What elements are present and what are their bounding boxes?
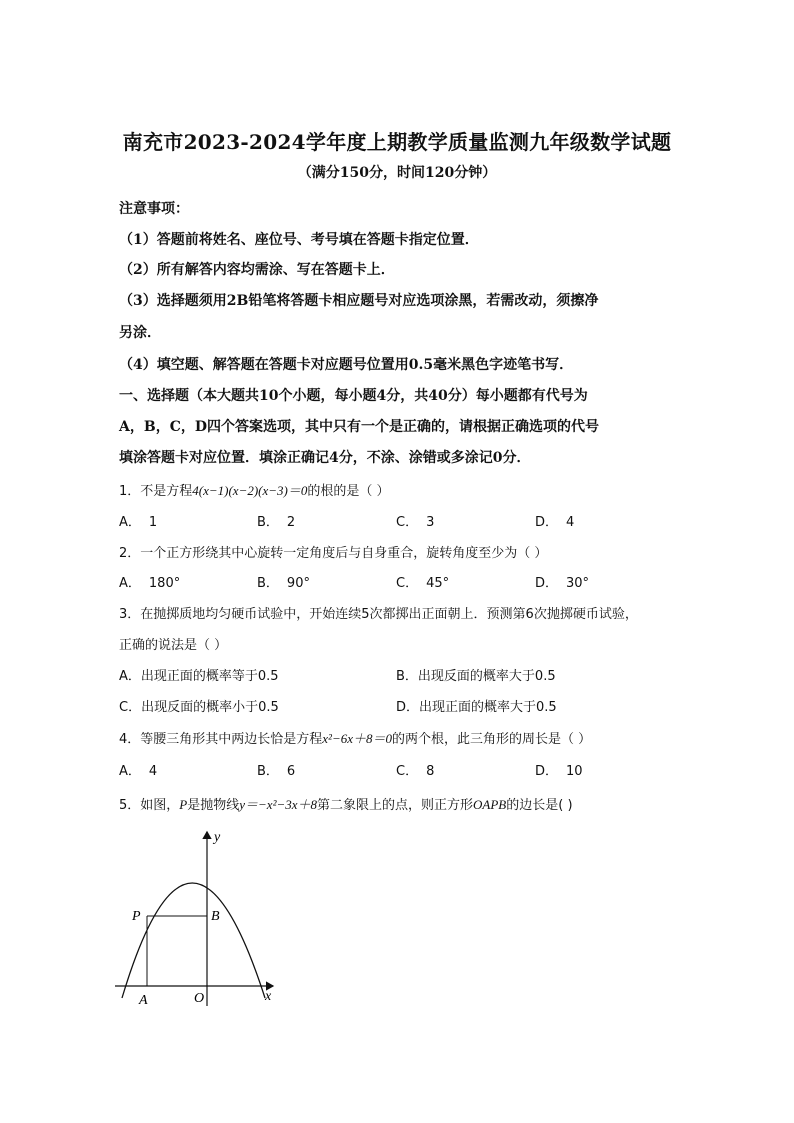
q3-option-b: B．出现反面的概率大于0.5 <box>396 669 556 684</box>
q2-option-d: D． 30° <box>535 576 590 591</box>
page-title: 南充市2023-2024学年度上期教学质量监测九年级数学试题 <box>122 130 672 154</box>
q1-option-d: D． 4 <box>535 515 575 530</box>
q4-option-d: D． 10 <box>535 764 583 779</box>
q4-option-c: C． 8 <box>396 764 435 779</box>
label-x: x <box>265 989 272 1004</box>
note-item: （1）答题前将姓名、座位号、考号填在答题卡指定位置． <box>119 232 479 248</box>
question-1-stem: 1．不是方程4(x−1)(x−2)(x−3)＝0的根的是（ ） <box>119 483 390 499</box>
q1-option-a: A． 1 <box>119 515 158 530</box>
q3-option-a: A．出现正面的概率等于0.5 <box>119 669 279 684</box>
label-a: A <box>139 993 148 1008</box>
note-item: 另涂． <box>119 325 161 341</box>
question-5-stem: 5．如图，P是抛物线y＝−x²−3x＋8第二象限上的点，则正方形OAPB的边长是( ) <box>119 797 573 813</box>
note-item: （4）填空题、解答题在答题卡对应题号位置用0.5毫米黑色字迹笔书写． <box>119 357 574 373</box>
parabola-figure <box>115 828 285 1008</box>
question-4-stem: 4．等腰三角形其中两边长恰是方程x²−6x＋8＝0的两个根，此三角形的周长是（ ） <box>119 731 592 747</box>
q2-option-c: C． 45° <box>396 576 450 591</box>
q3-option-d: D．出现正面的概率大于0.5 <box>396 700 557 715</box>
question-3-stem: 3．在抛掷质地均匀硬币试验中，开始连续5次都掷出正面朝上．预测第6次抛掷硬币试验， <box>119 607 638 622</box>
note-item: （2）所有解答内容均需涂、写在答题卡上． <box>119 262 395 278</box>
q4-option-b: B． 6 <box>257 764 296 779</box>
q3-option-c: C．出现反面的概率小于0.5 <box>119 700 279 715</box>
label-o: O <box>194 991 205 1006</box>
q1-option-b: B． 2 <box>257 515 296 530</box>
label-y: y <box>214 830 221 845</box>
section-instruction: 填涂答题卡对应位置．填涂正确记4分，不涂、涂错或多涂记0分． <box>119 450 531 466</box>
q1-option-c: C． 3 <box>396 515 435 530</box>
q2-option-a: A． 180° <box>119 576 181 591</box>
question-2-stem: 2．一个正方形绕其中心旋转一定角度后与自身重合，旋转角度至少为（ ） <box>119 546 548 561</box>
q2-option-b: B． 90° <box>257 576 310 591</box>
question-3-stem-cont: 正确的说法是（ ） <box>119 638 228 653</box>
parabola-curve <box>122 883 265 998</box>
page-subtitle: （满分150分，时间120分钟） <box>297 165 497 181</box>
section-instruction: A，B，C，D四个答案选项，其中只有一个是正确的，请根据正确选项的代号 <box>119 419 599 435</box>
section-heading: 一、选择题（本大题共10个小题，每小题4分，共40分）每小题都有代号为 <box>119 388 588 404</box>
label-p: P <box>132 909 141 924</box>
label-b: B <box>211 909 220 924</box>
notes-heading: 注意事项： <box>119 201 189 217</box>
q4-option-a: A． 4 <box>119 764 158 779</box>
note-item: （3）选择题须用2B铅笔将答题卡相应题号对应选项涂黑，若需改动，须擦净 <box>119 293 599 309</box>
